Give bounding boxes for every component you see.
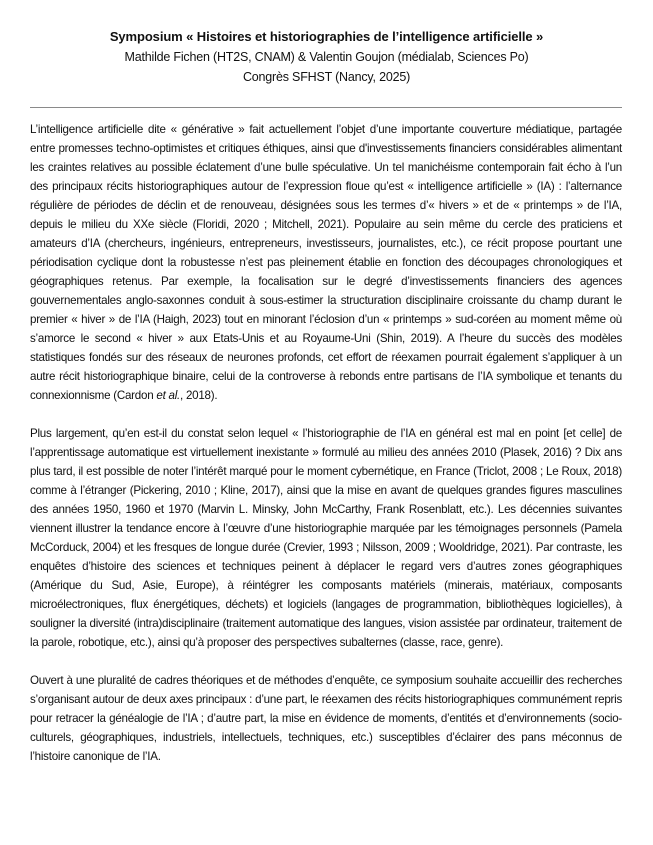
paragraph-3: Ouvert à une pluralité de cadres théoriques et de méthodes d’enquête, ce symposium souhaite accueillir des recherches s’organisant autour de deux axes principaux : d’une part, le réexamen des récits historiographiques communément repris pour retracer la généalogie de l’IA ; d’autre part, la mise en évidence de moments, d’entités et d’environnements (socio-culturels, géographiques, industriels, intellectuels, techniques, etc.) susceptibles d’éclairer des pans méconnus de l’histoire canonique de l’IA.: [30, 674, 622, 763]
document-event: Congrès SFHST (Nancy, 2025): [242, 70, 411, 84]
paragraph-1-italic: et al.: [156, 389, 181, 402]
paragraph-1-text: L’intelligence artificielle dite « générative » fait actuellement l’objet d’une importante couverture médiatique, partagée entre promesses techno-optimistes et critiques éthiques, ainsi que d'investissements financiers considérables alimentant les craintes relatives au possible éclatement d’une bulle spéculative. Un tel manichéisme contemporain fait écho à l’un des principaux récits historiographiques autour de l’expression floue qu’est « intelligence artificielle » (IA) : l’alternance régulière de périodes de déclin et de renouveau, désignées sous les termes d’« hivers » et de « printemps » de l’IA, depuis le milieu du XXe siècle (Floridi, 2020 ; Mitchell, 2021). Populaire au sein même du cercle des praticiens et amateurs d’IA (chercheurs, ingénieurs, entrepreneurs, investisseurs, journalistes, etc.), ce récit propose pourtant une périodisation cyclique dont la robustesse n’est pas pleinement établie en fonction des découpages chronologiques et géographiques retenus. Par exemple, la focalisation sur le degré d’investissements financiers des agences gouvernementales anglo-saxonnes conduit à sous-estimer la structuration disciplinaire croissante du champ durant le premier « hiver » de l’IA (Haigh, 2023) tout en minorant l’éclosion d’un « printemps » sud-coréen au moment même où s’amorce le second « hiver » aux Etats-Unis et au Royaume-Uni (Shin, 2019). A l’heure du succès des modèles statistiques fondés sur des réseaux de neurones profonds, cet effort de réexamen pourrait également s’appliquer à un autre récit historiographique binaire, celui de la controverse à rebonds entre partisans de l’IA symbolique et tenants du connexionnisme (Cardon: [30, 123, 622, 402]
document-authors: Mathilde Fichen (HT2S, CNAM) & Valentin Goujon (médialab, Sciences Po): [124, 50, 529, 64]
document-title: Symposium « Histoires et historiographies de l’intelligence artificielle »: [109, 29, 544, 44]
paragraph-1: [30, 120, 622, 405]
header-divider: [30, 107, 622, 108]
paragraph-1-end: , 2018).: [180, 389, 218, 402]
document-body: [30, 120, 622, 785]
paragraph-2: Plus largement, qu’en est-il du constat selon lequel « l’historiographie de l’IA en général est mal en point [et celle] de l’apprentissage automatique est virtuellement inexistante » formulé au milieu des années 2010 (Plasek, 2016) ? Dix ans plus tard, il est possible de noter l’intérêt marqué pour le moment cybernétique, en France (Triclot, 2008 ; Le Roux, 2018) comme à l’étranger (Pickering, 2010 ; Kline, 2017), ainsi que la mise en avant de quelques grandes figures masculines des années 1950, 1960 et 1970 (Marvin L. Minsky, John McCarthy, Frank Rosenblatt, etc.). Les décennies suivantes viennent illustrer la tendance encore à l’œuvre d’une historiographie marquée par les témoignages personnels (Pamela McCorduck, 2004) et les fresques de longue durée (Crevier, 1993 ; Nilsson, 2009 ; Wooldridge, 2021). Par contraste, les enquêtes d’histoire des sciences et techniques peinent à déplacer le regard vers d’autres zones géographiques (Amérique du Sud, Asie, Europe), à réintégrer les composants matériels (minerais, matériaux, composants microélectroniques, flux énergétiques, déchets) et logiciels (langages de programmation, bibliothèques logicielles), à souligner la diversité (intra)disciplinaire (traitement automatique des langues, vision assistée par ordinateur, traitement de la parole, robotique, etc.), ainsi qu’à proposer des perspectives subalternes (classe, race, genre).: [30, 427, 622, 649]
document-header: [0, 27, 653, 87]
